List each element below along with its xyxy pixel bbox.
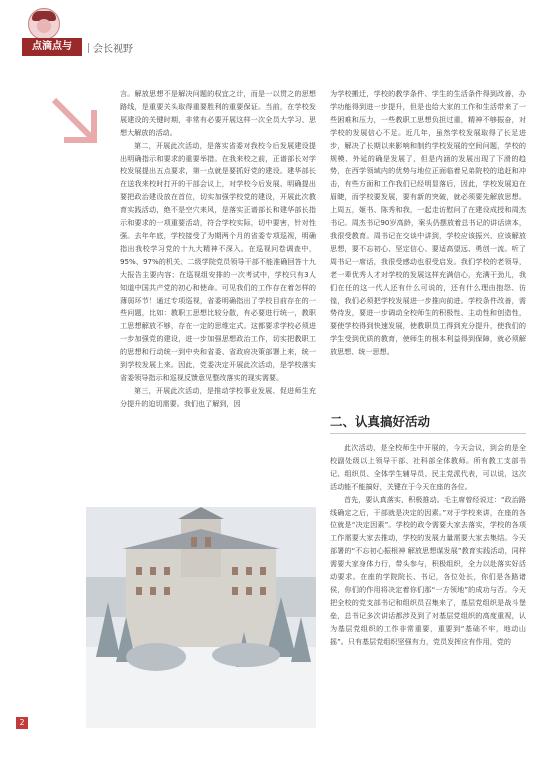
paragraph: 此次活动，是全校师生中开展的，今天会议，到会的是全校副处级以上领导干部、社科部全体教师。所有教工支部书记、组织员、全体学生辅导员、民主党派代表，可以说，这次活动能不能搞好，关键在于今天在座的各位。	[330, 443, 526, 491]
diagonal-arrow-icon	[50, 96, 100, 146]
heading-divider	[330, 433, 526, 434]
right-column-bottom	[330, 442, 526, 649]
paragraph: 第三，开展此次活动，是推动学校事业发展、促进师生充分提升的迫切需要。我们也了解到，因	[120, 385, 316, 408]
page-header	[0, 0, 553, 70]
campus-snow-photo	[86, 507, 316, 728]
left-column	[120, 88, 316, 411]
paragraph: 首先，要认真落实、积极推动。毛主席曾经说过：“政治路线确定之后，干部就是决定的因素。”对于学校来讲，在座的各位就是“决定因素”。学校的政令需要大家去落实，学校的各项工作需要大家去推动，学校的发展力量需要大家去集结。今天部署的“不忘初心振根神 解放思想谋发展”教育实践活动，同样需要大家身体力行，带头参与，积极组织，全力以赴落实好活动要求。在座的学院院长、书记，各位处长，你们是各路诸侯，你们的作用将决定着你们那“一方领地”的成功与否。今天把全校的党支部书记和组织员召集来了，基层党组织是战斗堡垒，总书记多次讲话都涉及到了对基层党组织的高度重视，认为基层党组织的工作非常重要，重要到“基础不牢，地动山摇”。只有基层党组织坚强有力，党员发挥应有作用，党的	[330, 494, 526, 646]
paragraph: 言。解放思想不是解决问题的权宜之计，而是一以贯之的思想路线，是重要关头取得重要胜利的重要保证。当前，在学校发展建设的关键时期，非常有必要开展这样一次全员大学习、思想大解放的活动。	[120, 89, 316, 137]
section-heading: 二、认真搞好活动	[330, 414, 431, 429]
column-logo: 点滴点与	[22, 38, 82, 56]
portrait-logo-icon	[28, 8, 60, 40]
paragraph: 为学校搬迁，学校的教学条件、学生的生活条件得到改善，办学功能得到进一步提升，但是也给大家的工作和生活带来了一些困难和压力，一些教职工思想负担过重，精神不够振奋，对学校的发展信心不足。近几年，虽然学校发展取得了长足进步，解决了长期以来影响和制约学校发展的空间问题，学校的规模、外延的确是发展了，但是内涵的发展出现了下滑的趋势，在西学领域内的优势与地位正面临着兄弟院校的追赶和冲击，有些方面和工作我们已经明显落后，因此，学校发展迫在眉睫，而学校要发展，要有新的突破，就必须要先解放思想。上周五，姬书、陈秀和我，一起走访慰问了在建设成授和周杰书记。周杰书记90岁高龄，案头仍摆放着总书记的讲话读本，我很受教育。周书记在交谈中讲到，学校应该振兴、应该解放思想，要不忘初心、坚定信心、要适高望远、勇创一流。听了周书记一席话，我很受感动也很受启发。我们学校的老领导，老一辈优秀人才对学校的发展这样充满信心，充满干劲儿，我们在任的这一代人还有什么可说的，还有什么理由抱怨、彷徨，我们必须把学校发展进一步推向前进。学校条件改善，需势待发，要进一步调动全校师生的积极性、主动性和创造性，要使学校得到快速发展，使教职员工得到充分提升，使我们的学生受到优质的教育，使师生的根本利益得到保障，就必须解放思想、统一思想。	[330, 89, 526, 357]
right-column-top	[330, 88, 526, 359]
section-label-text: 会长视野	[93, 44, 133, 55]
paragraph: 第二，开展此次活动，是落实省委对我校今后发展建设提出明确指示和要求的重要举措。在我来校之前，正谱部长对学校发展提出五点要求，第一点就是要抓好党的建设。建华部长在送我来校时打开的干部会议上，对学校今后发展、明确提出要把政治建设放在首位，切实加强学校党的建设，开展此次教育实践活动，绝不是空穴来风，是落实正谱部长和建华部长指示和要求的一项重要活动，符合学校实际，切中要害，针对性强。去年年底，学校接受了为期两个月的省委专项巡视，明确指出我校学习党的十九大精神不深入。在巡视问卷调查中，95%、97%的机关、二级学院党员领导干部不能准确回答十九大报告主要内容；在巡视组安排的一次考试中，学校只有3人知道中国共产党的初心和使命。可见我们的工作存在着怎样的薄弱环节！通过专项巡视，省委明确指出了学校目前存在的一些问题，比如：教职工思想比较分散，有必要进行统一，教职工思想解放不够，存在一定的思维定式。这都要求学校必须进一步加强党的建设，进一步加强思想政治工作，切实把教职工的思想和行动统一到中央和省委、省政府决策部署上来，统一到学校发展上来。因此，党委决定开展此次活动，是学校落实省委领导指示和巡视反馈意见整改落实的现实需要。	[120, 140, 316, 382]
page-number: 2	[16, 717, 28, 729]
section-label	[88, 40, 133, 55]
